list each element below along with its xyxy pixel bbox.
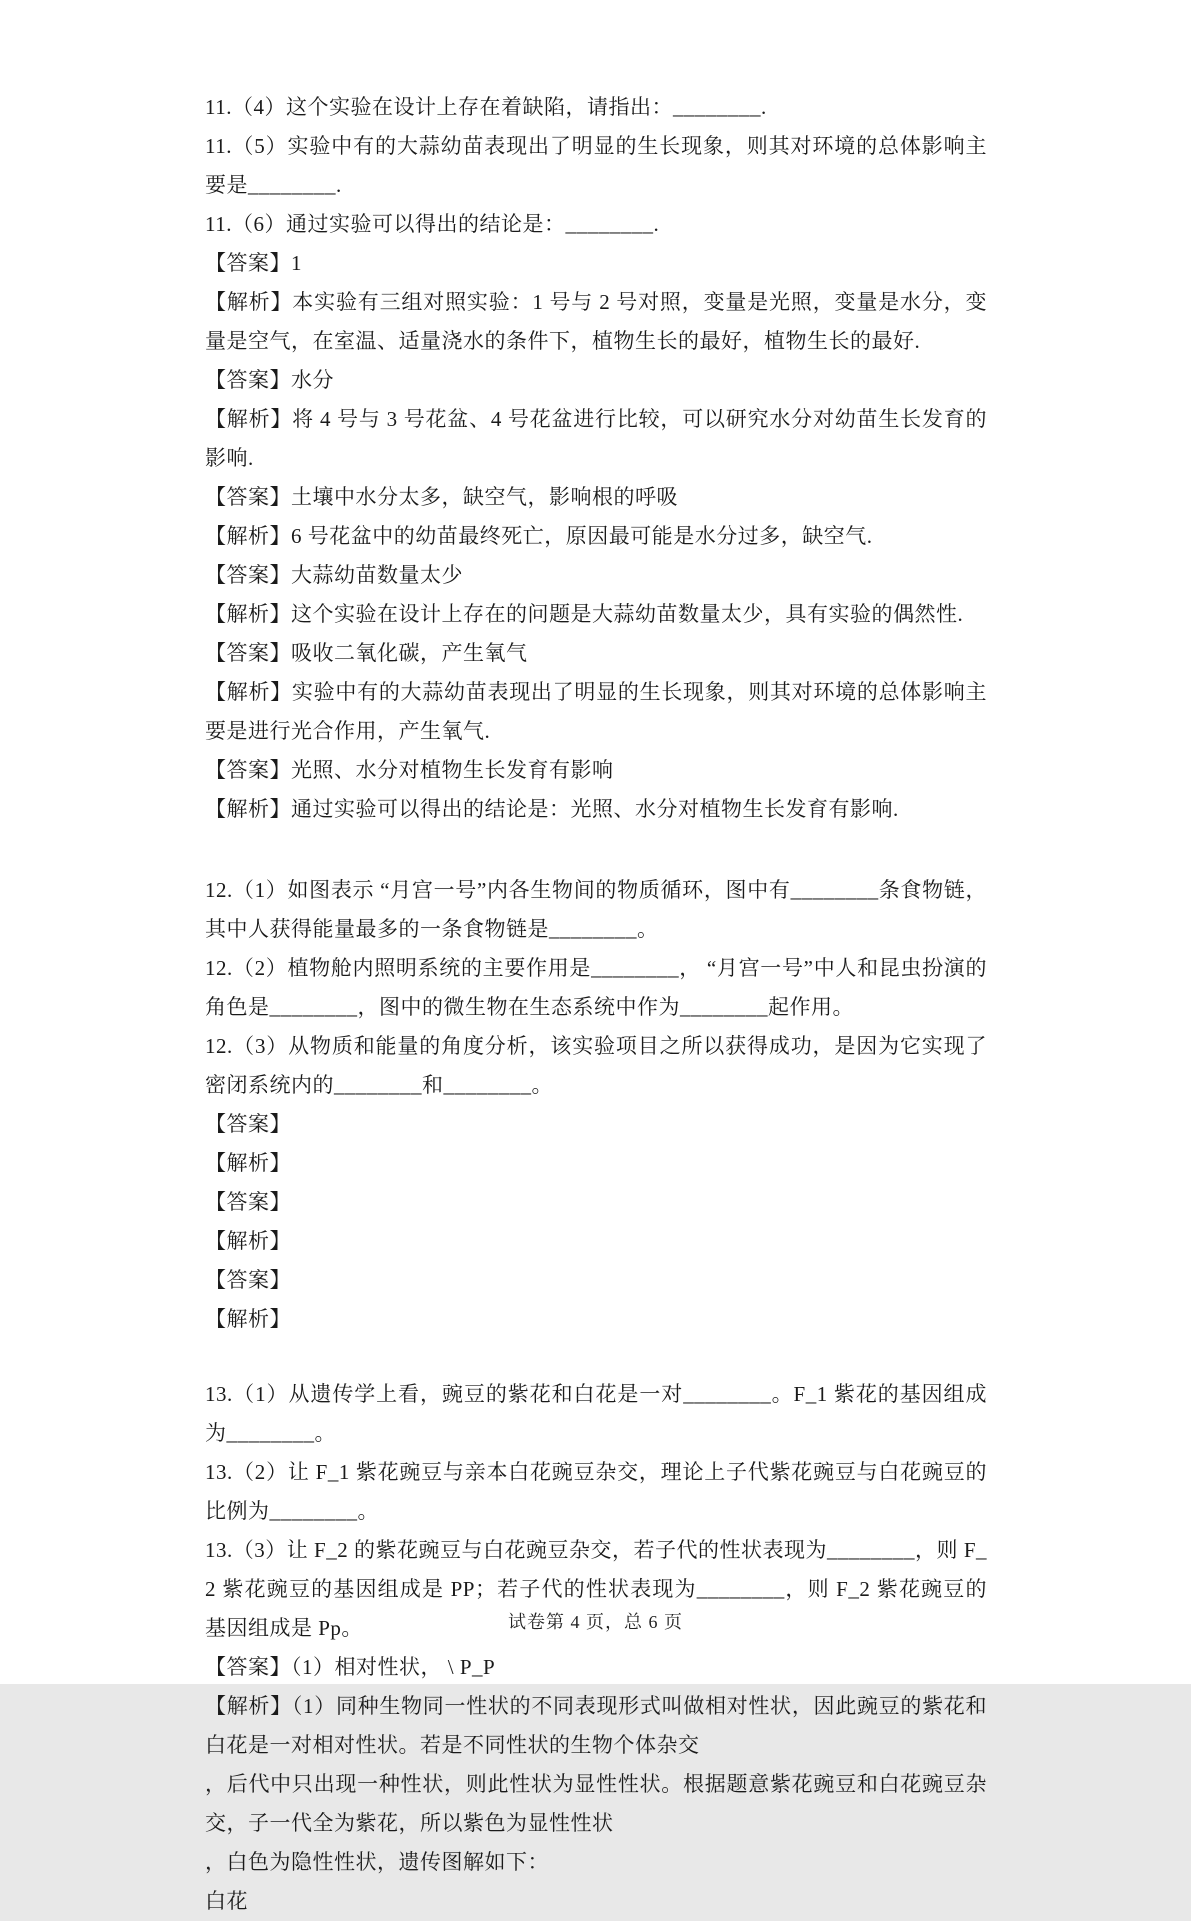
- section-spacer: [205, 1339, 987, 1375]
- paragraph-line: 【解析】: [205, 1307, 291, 1331]
- paragraph-line: 【解析】: [205, 1229, 291, 1253]
- paragraph-line: 12.（1）如图表示 “月宫一号”内各生物间的物质循环，图中有________条食物链，其中人获得能量最多的一条食物链是________。: [205, 878, 987, 941]
- paragraph-line: ，白色为隐性性状，遗传图解如下：: [205, 1850, 549, 1874]
- paragraph-line: 【解析】通过实验可以得出的结论是：光照、水分对植物生长发育有影响.: [205, 797, 899, 821]
- paragraph-line: 【答案】光照、水分对植物生长发育有影响: [205, 758, 614, 782]
- section-spacer: [205, 829, 987, 871]
- paragraph-line: 11.（5）实验中有的大蒜幼苗表现出了明显的生长现象，则其对环境的总体影响主要是________.: [205, 134, 987, 197]
- paragraph-line: 【答案】水分: [205, 368, 334, 392]
- paragraph-line: 【解析】: [205, 1151, 291, 1175]
- paragraph-line: 11.（4）这个实验在设计上存在着缺陷，请指出：________.: [205, 95, 767, 119]
- paragraph-line: 【解析】6 号花盆中的幼苗最终死亡，原因最可能是水分过多，缺空气.: [205, 524, 873, 548]
- page-footer: 试卷第 4 页，总 6 页: [508, 1612, 683, 1632]
- paragraph-line: 【答案】1: [205, 251, 302, 275]
- paragraph-line: 【解析】实验中有的大蒜幼苗表现出了明显的生长现象，则其对环境的总体影响主要是进行光合作用，产生氧气.: [205, 680, 987, 743]
- paragraph-line: 【答案】大蒜幼苗数量太少: [205, 563, 463, 587]
- paragraph-line: 13.（3）让 F_2 的紫花豌豆与白花豌豆杂交，若子代的性状表现为________，则 F_2 紫花豌豆的基因组成是 PP；若子代的性状表现为________，则 F_2 紫花豌豆的基因组成是 Pp。: [205, 1538, 987, 1640]
- paragraph-line: 12.（2）植物舱内照明系统的主要作用是________， “月宫一号”中人和昆虫扮演的角色是________，图中的微生物在生态系统中作为________起作用。: [205, 956, 987, 1019]
- paragraph-line: 【答案】土壤中水分太多，缺空气，影响根的呼吸: [205, 485, 678, 509]
- paragraph-line: 11.（6）通过实验可以得出的结论是：________.: [205, 212, 660, 236]
- paragraph-line: 【答案】: [205, 1190, 291, 1214]
- paragraph-line: 13.（2）让 F_1 紫花豌豆与亲本白花豌豆杂交，理论上子代紫花豌豆与白花豌豆的比例为________。: [205, 1460, 987, 1523]
- paragraph-line: 【答案】（1）相对性状， \ P_P: [205, 1655, 496, 1679]
- document-body: [205, 88, 987, 1921]
- paragraph-line: 【解析】（1）同种生物同一性状的不同表现形式叫做相对性状，因此豌豆的紫花和白花是一对相对性状。若是不同性状的生物个体杂交: [205, 1694, 987, 1757]
- paragraph-line: 12.（3）从物质和能量的角度分析，该实验项目之所以获得成功，是因为它实现了密闭系统内的________和________。: [205, 1034, 987, 1097]
- paragraph-line: 【解析】将 4 号与 3 号花盆、4 号花盆进行比较，可以研究水分对幼苗生长发育的影响.: [205, 407, 987, 470]
- paragraph-line: 【解析】本实验有三组对照实验：1 号与 2 号对照，变量是光照，变量是水分，变量是空气，在室温、适量浇水的条件下，植物生长的最好，植物生长的最好.: [205, 290, 987, 353]
- paragraph-line: 【答案】吸收二氧化碳，产生氧气: [205, 641, 528, 665]
- paragraph-line: 13.（1）从遗传学上看，豌豆的紫花和白花是一对________。F_1 紫花的基因组成为________。: [205, 1382, 987, 1445]
- paragraph-line: 【答案】: [205, 1268, 291, 1292]
- paragraph-line: ，后代中只出现一种性状，则此性状为显性性状。根据题意紫花豌豆和白花豌豆杂交，子一代全为紫花，所以紫色为显性性状: [205, 1772, 987, 1835]
- paragraph-line: 【解析】这个实验在设计上存在的问题是大蒜幼苗数量太少，具有实验的偶然性.: [205, 602, 964, 626]
- paragraph-line: 白花: [205, 1889, 248, 1913]
- paragraph-line: 【答案】: [205, 1112, 291, 1136]
